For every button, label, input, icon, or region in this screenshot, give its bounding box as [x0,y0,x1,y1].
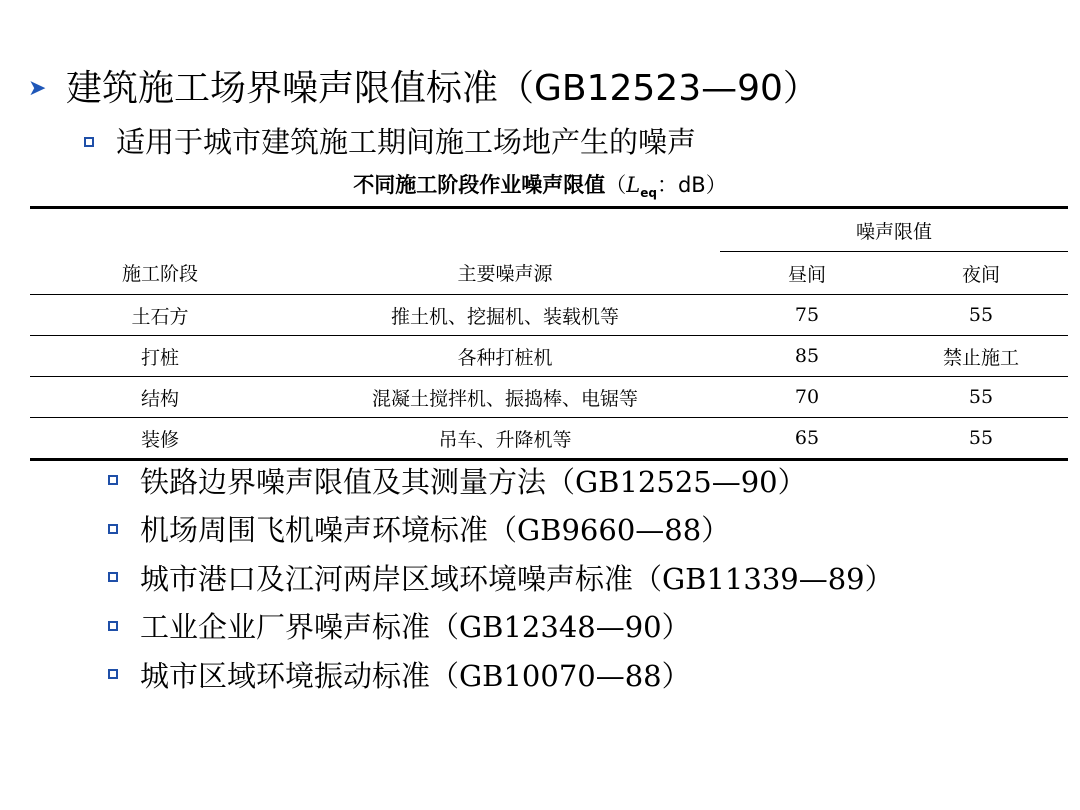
cell-nighttime: 55 [894,377,1068,418]
table-row [30,377,1068,418]
hollow-square-icon [108,572,118,582]
table-header-row-group [30,208,1068,252]
list-item [108,602,894,651]
list-item [108,553,894,602]
cell-nighttime: 55 [894,418,1068,460]
cell-noise-source: 混凝土搅拌机、振捣棒、电锯等 [290,377,720,418]
cell-daytime: 70 [720,377,894,418]
hollow-square-icon [108,621,118,631]
cell-daytime: 75 [720,295,894,336]
table-caption-sub: eq [640,186,657,201]
sub-heading [84,122,696,162]
list-item [108,505,894,554]
table-caption-symbol: L [626,173,641,197]
cell-noise-source: 各种打桩机 [290,336,720,377]
table-caption-main: 不同施工阶段作业噪声限值 [353,173,606,197]
cell-nighttime: 禁止施工 [894,336,1068,377]
standard-text: 机场周围飞机噪声环境标准（GB9660—88） [140,513,731,548]
header-daytime: 昼间 [720,252,894,295]
cell-daytime: 85 [720,336,894,377]
cell-stage: 打桩 [30,336,290,377]
cell-nighttime: 55 [894,295,1068,336]
standard-text: 城市港口及江河两岸区域环境噪声标准（GB11339—89） [140,561,894,596]
header-noise-limit: 噪声限值 [720,208,1068,252]
cell-noise-source: 推土机、挖掘机、装载机等 [290,295,720,336]
table-header-row [30,252,1068,295]
table-caption-open: （ [605,173,627,197]
table-caption-unit: ：dB） [656,173,727,197]
table-row [30,295,1068,336]
header-nighttime: 夜间 [894,252,1068,295]
cell-stage: 土石方 [30,295,290,336]
standards-list [108,456,894,699]
hollow-square-icon [84,137,94,147]
table-row [30,336,1068,377]
arrow-right-icon: ➤ [28,76,47,101]
cell-daytime: 65 [720,418,894,460]
standard-text: 工业企业厂界噪声标准（GB12348—90） [140,610,691,645]
cell-noise-source: 吊车、升降机等 [290,418,720,460]
hollow-square-icon [108,475,118,485]
header-noise-source: 主要噪声源 [290,252,720,295]
standard-text: 铁路边界噪声限值及其测量方法（GB12525—90） [140,464,807,499]
hollow-square-icon [108,524,118,534]
cell-stage: 装修 [30,418,290,460]
standard-text: 城市区域环境振动标准（GB10070—88） [140,658,691,693]
table-row [30,418,1068,460]
list-item [108,456,894,505]
sub-heading-text: 适用于城市建筑施工期间施工场地产生的噪声 [116,125,697,159]
main-heading [28,64,819,114]
list-item [108,650,894,699]
noise-limit-table [30,206,1068,461]
cell-stage: 结构 [30,377,290,418]
hollow-square-icon [108,669,118,679]
table-caption [0,170,1080,208]
main-heading-text: 建筑施工场界噪声限值标准（GB12523—90） [66,68,819,109]
header-stage: 施工阶段 [30,252,290,295]
